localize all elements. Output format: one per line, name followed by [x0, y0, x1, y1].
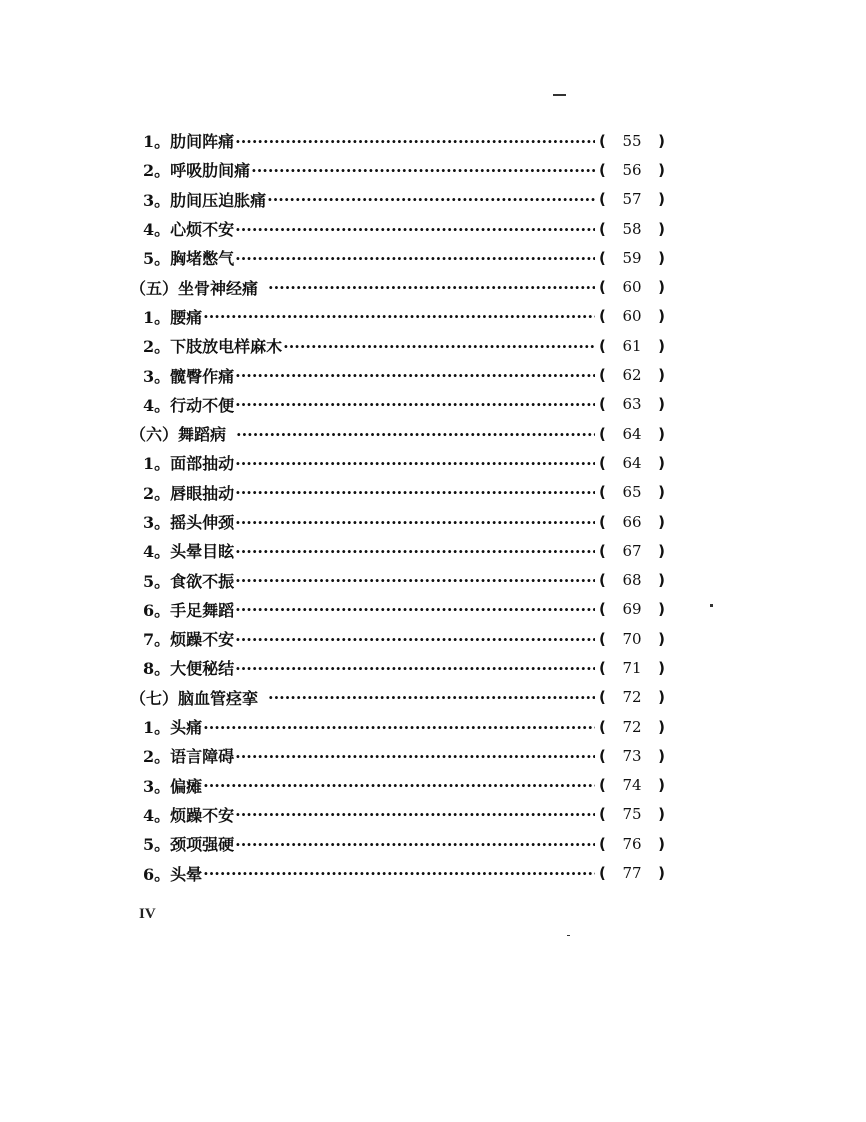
dot-leader — [235, 134, 595, 150]
toc-page-number: 64 — [622, 453, 642, 472]
close-paren: ) — [658, 307, 665, 326]
print-speck — [553, 94, 566, 96]
toc-entry-label: 1。头痛 — [143, 718, 203, 738]
dot-leader — [203, 866, 595, 882]
toc-entry[interactable] — [130, 302, 665, 331]
dot-leader — [203, 778, 595, 794]
dot-leader — [203, 309, 595, 325]
toc-page-reference — [599, 805, 665, 823]
toc-entry-label: 3。肋间压迫胀痛 — [143, 190, 267, 210]
dot-leader — [235, 368, 595, 384]
toc-entry-label: 4。心烦不安 — [143, 220, 235, 240]
toc-page-reference — [599, 542, 665, 560]
toc-section-heading[interactable] — [130, 683, 665, 712]
toc-entry-label: 3。偏瘫 — [143, 776, 203, 796]
close-paren: ) — [658, 190, 665, 209]
toc-page-number: 72 — [622, 688, 642, 707]
toc-section-heading[interactable] — [130, 272, 665, 301]
toc-page-number: 68 — [622, 571, 642, 590]
toc-entry-label: （五）坐骨神经痛 — [130, 278, 259, 298]
toc-entry[interactable] — [130, 741, 665, 770]
toc-page-number: 75 — [622, 805, 642, 824]
toc-entry-label: 2。唇眼抽动 — [143, 483, 235, 503]
toc-page-reference — [599, 864, 665, 882]
toc-entry[interactable] — [130, 800, 665, 829]
toc-page-reference — [599, 366, 665, 384]
toc-page-reference — [599, 337, 665, 355]
open-paren: ( — [599, 160, 606, 179]
dot-leader — [235, 485, 595, 501]
toc-page-reference — [599, 249, 665, 267]
open-paren: ( — [599, 453, 606, 472]
open-paren: ( — [599, 395, 606, 414]
toc-page-reference — [599, 454, 665, 472]
toc-page-reference — [599, 278, 665, 296]
toc-entry[interactable] — [130, 624, 665, 653]
toc-page-number: 60 — [622, 278, 642, 297]
toc-page-reference — [599, 307, 665, 325]
open-paren: ( — [599, 541, 606, 560]
open-paren: ( — [599, 190, 606, 209]
close-paren: ) — [658, 278, 665, 297]
open-paren: ( — [599, 834, 606, 853]
toc-page-number: 64 — [622, 424, 642, 443]
toc-page-reference — [599, 571, 665, 589]
dot-leader — [203, 720, 595, 736]
close-paren: ) — [658, 219, 665, 238]
toc-page-reference — [599, 718, 665, 736]
dot-leader — [235, 456, 595, 472]
toc-page-reference — [599, 747, 665, 765]
toc-page-reference — [599, 190, 665, 208]
close-paren: ) — [658, 453, 665, 472]
toc-entry[interactable] — [130, 331, 665, 360]
toc-entry-label: 4。行动不便 — [143, 395, 235, 415]
dot-leader — [283, 339, 595, 355]
toc-page-number: 73 — [622, 746, 642, 765]
toc-page-number: 65 — [622, 483, 642, 502]
open-paren: ( — [599, 512, 606, 531]
open-paren: ( — [599, 776, 606, 795]
toc-entry[interactable] — [130, 712, 665, 741]
toc-entry[interactable] — [130, 565, 665, 594]
dot-leader — [268, 280, 595, 296]
close-paren: ) — [658, 512, 665, 531]
open-paren: ( — [599, 717, 606, 736]
close-paren: ) — [658, 834, 665, 853]
toc-entry[interactable] — [130, 185, 665, 214]
toc-entry[interactable] — [130, 858, 665, 887]
toc-entry-label: 3。髋臀作痛 — [143, 366, 235, 386]
close-paren: ) — [658, 805, 665, 824]
dot-leader — [235, 807, 595, 823]
print-speck — [567, 935, 570, 936]
toc-page-number: 72 — [622, 717, 642, 736]
close-paren: ) — [658, 864, 665, 883]
dot-leader — [235, 251, 595, 267]
toc-entry[interactable] — [130, 507, 665, 536]
toc-page-number: 62 — [622, 366, 642, 385]
dot-leader — [235, 397, 595, 413]
open-paren: ( — [599, 248, 606, 267]
open-paren: ( — [599, 278, 606, 297]
open-paren: ( — [599, 600, 606, 619]
toc-page-reference — [599, 425, 665, 443]
dot-leader — [235, 544, 595, 560]
toc-entry-label: 5。胸堵憋气 — [143, 249, 235, 269]
close-paren: ) — [658, 717, 665, 736]
close-paren: ) — [658, 395, 665, 414]
dot-leader — [235, 632, 595, 648]
toc-entry[interactable] — [130, 771, 665, 800]
dot-leader — [235, 573, 595, 589]
toc-page-reference — [599, 659, 665, 677]
close-paren: ) — [658, 336, 665, 355]
toc-entry-label: 3。摇头伸颈 — [143, 513, 235, 532]
toc-entry[interactable] — [130, 155, 665, 184]
open-paren: ( — [599, 688, 606, 707]
close-paren: ) — [658, 483, 665, 502]
toc-entry[interactable] — [130, 126, 665, 155]
dot-leader — [268, 690, 595, 706]
toc-page-reference — [599, 395, 665, 413]
toc-page-reference — [599, 688, 665, 706]
toc-entry-label: 1。肋间阵痛 — [143, 132, 235, 152]
toc-page-reference — [599, 630, 665, 648]
open-paren: ( — [599, 483, 606, 502]
open-paren: ( — [599, 571, 606, 590]
toc-page-number: 67 — [622, 541, 642, 560]
toc-page-reference — [599, 132, 665, 150]
toc-entry-label: 4。烦躁不安 — [143, 805, 235, 825]
close-paren: ) — [658, 776, 665, 795]
toc-page-number: 59 — [622, 248, 642, 267]
toc-page-reference — [599, 776, 665, 794]
toc-page-number: 55 — [622, 131, 642, 150]
toc-page-reference — [599, 161, 665, 179]
toc-section-heading[interactable] — [130, 419, 665, 448]
close-paren: ) — [658, 746, 665, 765]
toc-entry-label: 6。手足舞蹈 — [143, 600, 235, 620]
toc-entry-label: 2。语言障碍 — [143, 747, 235, 767]
toc-entry[interactable] — [130, 243, 665, 272]
toc-entry-label: 7。烦躁不安 — [143, 630, 235, 650]
close-paren: ) — [658, 541, 665, 560]
toc-entry-label: 6。头晕 — [143, 864, 203, 884]
toc-entry-label: 5。食欲不振 — [143, 571, 235, 591]
toc-page-number: 60 — [622, 307, 642, 326]
dot-leader — [267, 192, 595, 208]
toc-page-reference — [599, 483, 665, 501]
toc-entry[interactable] — [130, 829, 665, 858]
close-paren: ) — [658, 600, 665, 619]
open-paren: ( — [599, 746, 606, 765]
dot-leader — [235, 602, 595, 618]
dot-leader — [236, 427, 595, 443]
open-paren: ( — [599, 424, 606, 443]
toc-entry-label: 1。腰痛 — [143, 307, 203, 327]
toc-page-number: 74 — [622, 776, 642, 795]
close-paren: ) — [658, 629, 665, 648]
dot-leader — [251, 163, 595, 179]
toc-entry-label: 2。呼吸肋间痛 — [143, 161, 251, 181]
toc-page-number: 63 — [622, 395, 642, 414]
toc-page-reference — [599, 220, 665, 238]
toc-entry[interactable] — [130, 214, 665, 243]
toc-page-reference — [599, 835, 665, 853]
open-paren: ( — [599, 366, 606, 385]
close-paren: ) — [658, 658, 665, 677]
close-paren: ) — [658, 160, 665, 179]
toc-entry[interactable] — [130, 390, 665, 419]
page-folio: IV — [139, 906, 156, 922]
toc-entry[interactable] — [130, 360, 665, 389]
toc-entry-label: 1。面部抽动 — [143, 454, 235, 474]
toc-entry-label: 2。下肢放电样麻木 — [143, 337, 283, 357]
dot-leader — [235, 837, 595, 853]
toc-entry-label: （六）舞蹈病 — [130, 425, 227, 445]
open-paren: ( — [599, 658, 606, 677]
toc-page-number: 56 — [622, 160, 642, 179]
close-paren: ) — [658, 366, 665, 385]
toc-page-number: 57 — [622, 190, 642, 209]
toc-page-number: 76 — [622, 834, 642, 853]
toc-page-number: 58 — [622, 219, 642, 238]
dot-leader — [235, 222, 595, 238]
toc-entry-label: 8。大便秘结 — [143, 659, 235, 679]
toc-entry[interactable] — [130, 595, 665, 624]
open-paren: ( — [599, 805, 606, 824]
close-paren: ) — [658, 424, 665, 443]
print-speck — [710, 604, 713, 607]
toc-page-reference — [599, 600, 665, 618]
close-paren: ) — [658, 131, 665, 150]
toc-page-number: 71 — [622, 658, 642, 677]
close-paren: ) — [658, 248, 665, 267]
toc-entry[interactable] — [130, 653, 665, 682]
toc-entry-label: （七）脑血管痉挛 — [130, 688, 259, 708]
toc-page-number: 61 — [622, 336, 642, 355]
open-paren: ( — [599, 307, 606, 326]
open-paren: ( — [599, 131, 606, 150]
open-paren: ( — [599, 629, 606, 648]
dot-leader — [235, 661, 595, 677]
dot-leader — [235, 749, 595, 765]
table-of-contents — [130, 126, 665, 888]
open-paren: ( — [599, 219, 606, 238]
toc-entry[interactable] — [130, 448, 665, 477]
close-paren: ) — [658, 688, 665, 707]
toc-page-number: 66 — [622, 512, 642, 531]
toc-page-number: 70 — [622, 629, 642, 648]
toc-entry-label: 5。颈项强硬 — [143, 835, 235, 855]
dot-leader — [235, 515, 595, 531]
open-paren: ( — [599, 864, 606, 883]
open-paren: ( — [599, 336, 606, 355]
toc-entry[interactable] — [130, 536, 665, 565]
toc-page-reference — [599, 513, 665, 531]
toc-entry[interactable] — [130, 478, 665, 507]
toc-entry-label: 4。头晕目眩 — [143, 542, 235, 562]
toc-page-number: 69 — [622, 600, 642, 619]
close-paren: ) — [658, 571, 665, 590]
toc-page-number: 77 — [622, 864, 642, 883]
